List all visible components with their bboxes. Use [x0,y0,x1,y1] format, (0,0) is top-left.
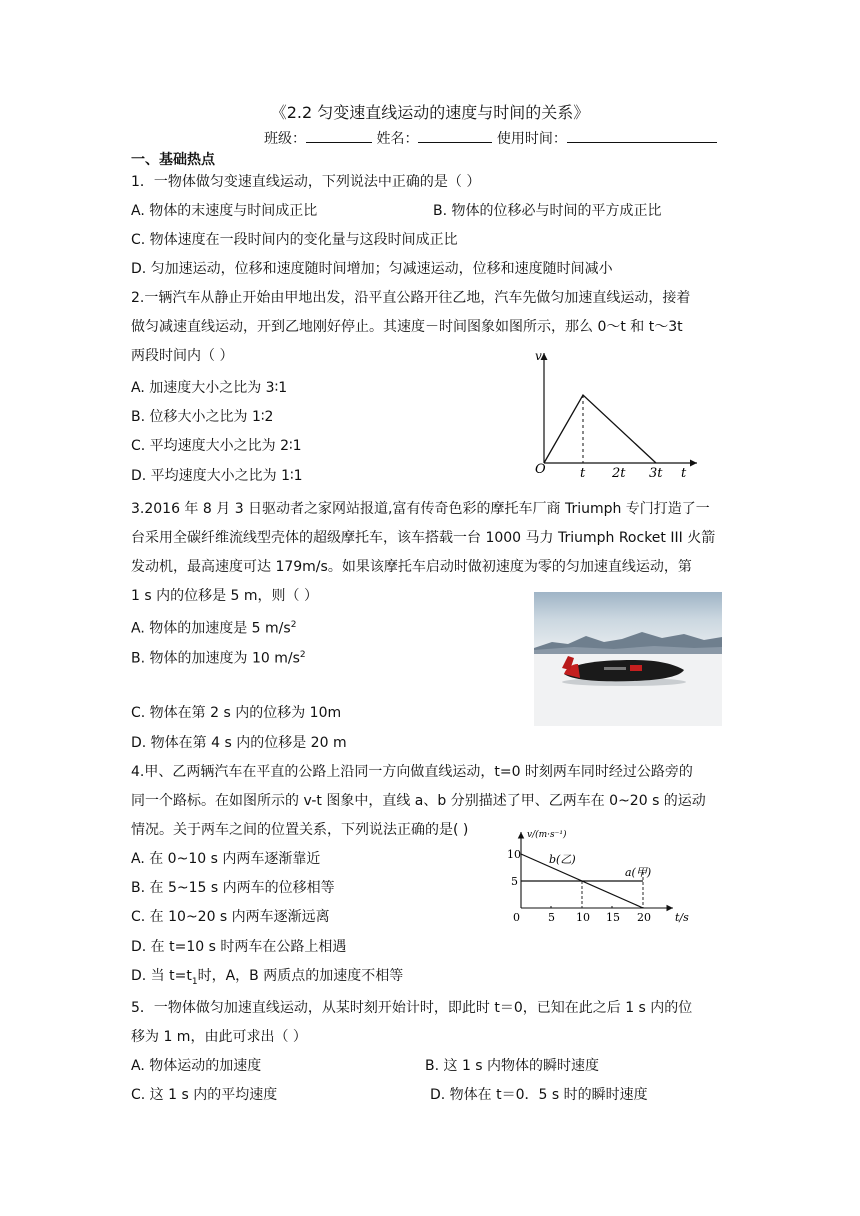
q2-vt-line [544,395,656,463]
q5-stem-line2: 移为 1 m，由此可求出（ ） [131,1029,307,1045]
q5-option-d: D. 物体在 t＝0．5 s 时的瞬时速度 [430,1087,648,1103]
q4-graph-x20: 20 [637,911,651,924]
page-title: 《2.2 匀变速直线运动的速度与时间的关系》 [270,103,590,122]
q4-graph-x10: 10 [576,911,590,924]
q3-option-a [131,615,296,639]
q2-graph-origin: O [535,462,546,477]
q5-option-a: A. 物体运动的加速度 [131,1058,262,1074]
class-label: 班级： [264,131,306,147]
name-blank[interactable] [418,128,492,143]
q2-graph-tick-2t: 2t [612,466,626,480]
q3-option-c: C. 物体在第 2 s 内的位移为 10m [131,705,342,721]
q4-graph-x15: 15 [606,911,620,924]
q4-option-d: D. 在 t=10 s 时两车在公路上相遇 [131,939,347,955]
q2-vt-graph [525,345,705,480]
q4-option-e-post: 时，A，B 两质点的加速度不相等 [197,968,404,984]
q2-stem-line2: 做匀减速直线运动，开到乙地刚好停止。其速度－时间图象如图所示，那么 0～t 和 t～3t [131,319,683,335]
header-fields [264,128,717,149]
time-blank[interactable] [567,128,717,143]
q1-stem: 1．一物体做匀变速直线运动，下列说法中正确的是（ ） [131,174,481,190]
q5-stem-line1: 5．一物体做匀加速直线运动，从某时刻开始计时，即此时 t＝0，已知在此之后 1 s 内的位 [131,1000,693,1016]
q4-stem-line1: 4.甲、乙两辆汽车在平直的公路上沿同一方向做直线运动，t=0 时刻两车同时经过公路旁的 [131,764,693,780]
q4-option-c: C. 在 10~20 s 内两车逐渐远离 [131,909,330,925]
q3-stem-line2: 台采用全碳纤维流线型壳体的超级摩托车，该车搭载一台 1000 马力 Triumph Rocket III 火箭 [131,530,716,546]
motorcycle-photo [534,592,722,726]
q5-option-b: B. 这 1 s 内物体的瞬时速度 [425,1058,600,1074]
q4-graph-x5: 5 [548,911,555,924]
q4-vt-graph [503,826,703,926]
q2-graph-tick-t: t [580,466,586,480]
q3-option-a-text: A. 物体的加速度是 5 m/s [131,620,291,637]
q4-graph-y5: 5 [511,875,518,888]
q2-option-d: D. 平均速度大小之比为 1∶1 [131,468,303,484]
q3-option-b-exp: 2 [299,650,306,660]
q2-graph-t-axis-label: t [681,466,687,480]
q1-option-d: D. 匀加速运动，位移和速度随时间增加；匀减速运动，位移和速度随时间减小 [131,261,613,277]
name-label: 姓名： [376,131,419,147]
q2-option-a: A. 加速度大小之比为 3∶1 [131,380,288,396]
q2-graph-tick-3t: 3t [649,466,663,480]
class-blank[interactable] [306,128,372,143]
q4-graph-label-b: b(乙) [549,853,576,866]
q3-option-b [131,645,306,669]
q4-graph-label-a: a(甲) [625,866,652,879]
q2-stem-line1: 2.一辆汽车从静止开始由甲地出发，沿平直公路开往乙地，汽车先做匀加速直线运动，接着 [131,290,691,306]
q4-option-b: B. 在 5~15 s 内两车的位移相等 [131,880,335,896]
time-label: 使用时间： [496,131,567,147]
q3-stem-line1: 3.2016 年 8 月 3 日驱动者之家网站报道,富有传奇色彩的摩托车厂商 Triumph 专门打造了一 [131,501,710,517]
q3-option-b-text: B. 物体的加速度为 10 m/s [131,650,300,667]
q3-option-a-exp: 2 [290,620,297,630]
q4-option-e [131,966,403,992]
q4-graph-y10: 10 [507,848,521,861]
q2-graph-v-label: v [535,349,542,363]
q2-stem-line3: 两段时间内（ ） [131,348,234,364]
section-heading: 一、基础热点 [131,152,215,168]
q5-option-c: C. 这 1 s 内的平均速度 [131,1087,278,1103]
q1-option-a: A. 物体的末速度与时间成正比 [131,203,318,219]
q3-stem-line4: 1 s 内的位移是 5 m，则（ ） [131,588,318,604]
q4-option-e-pre: D. 当 t=t [131,968,192,984]
q4-option-e-sub: 1 [191,976,198,987]
q4-graph-ylabel: v/(m·s⁻¹) [527,830,567,840]
q4-option-a: A. 在 0~10 s 内两车逐渐靠近 [131,851,321,867]
q4-stem-line2: 同一个路标。在如图所示的 v-t 图象中，直线 a、b 分别描述了甲、乙两车在 0~20 s 的运动 [131,793,706,809]
q2-option-c: C. 平均速度大小之比为 2∶1 [131,438,302,454]
q4-graph-xlabel: t/s [675,911,689,924]
q4-stem-line3: 情况。关于两车之间的位置关系，下列说法正确的是( ) [131,822,469,838]
q1-option-c: C. 物体速度在一段时间内的变化量与这段时间成正比 [131,232,458,248]
q4-graph-x0: 0 [513,911,520,924]
q2-option-b: B. 位移大小之比为 1∶2 [131,409,274,425]
q3-option-d: D. 物体在第 4 s 内的位移是 20 m [131,735,347,751]
q3-stem-line3: 发动机，最高速度可达 179m/s。如果该摩托车启动时做初速度为零的匀加速直线运动，第 [131,559,692,575]
q1-option-b: B. 物体的位移必与时间的平方成正比 [433,203,662,219]
